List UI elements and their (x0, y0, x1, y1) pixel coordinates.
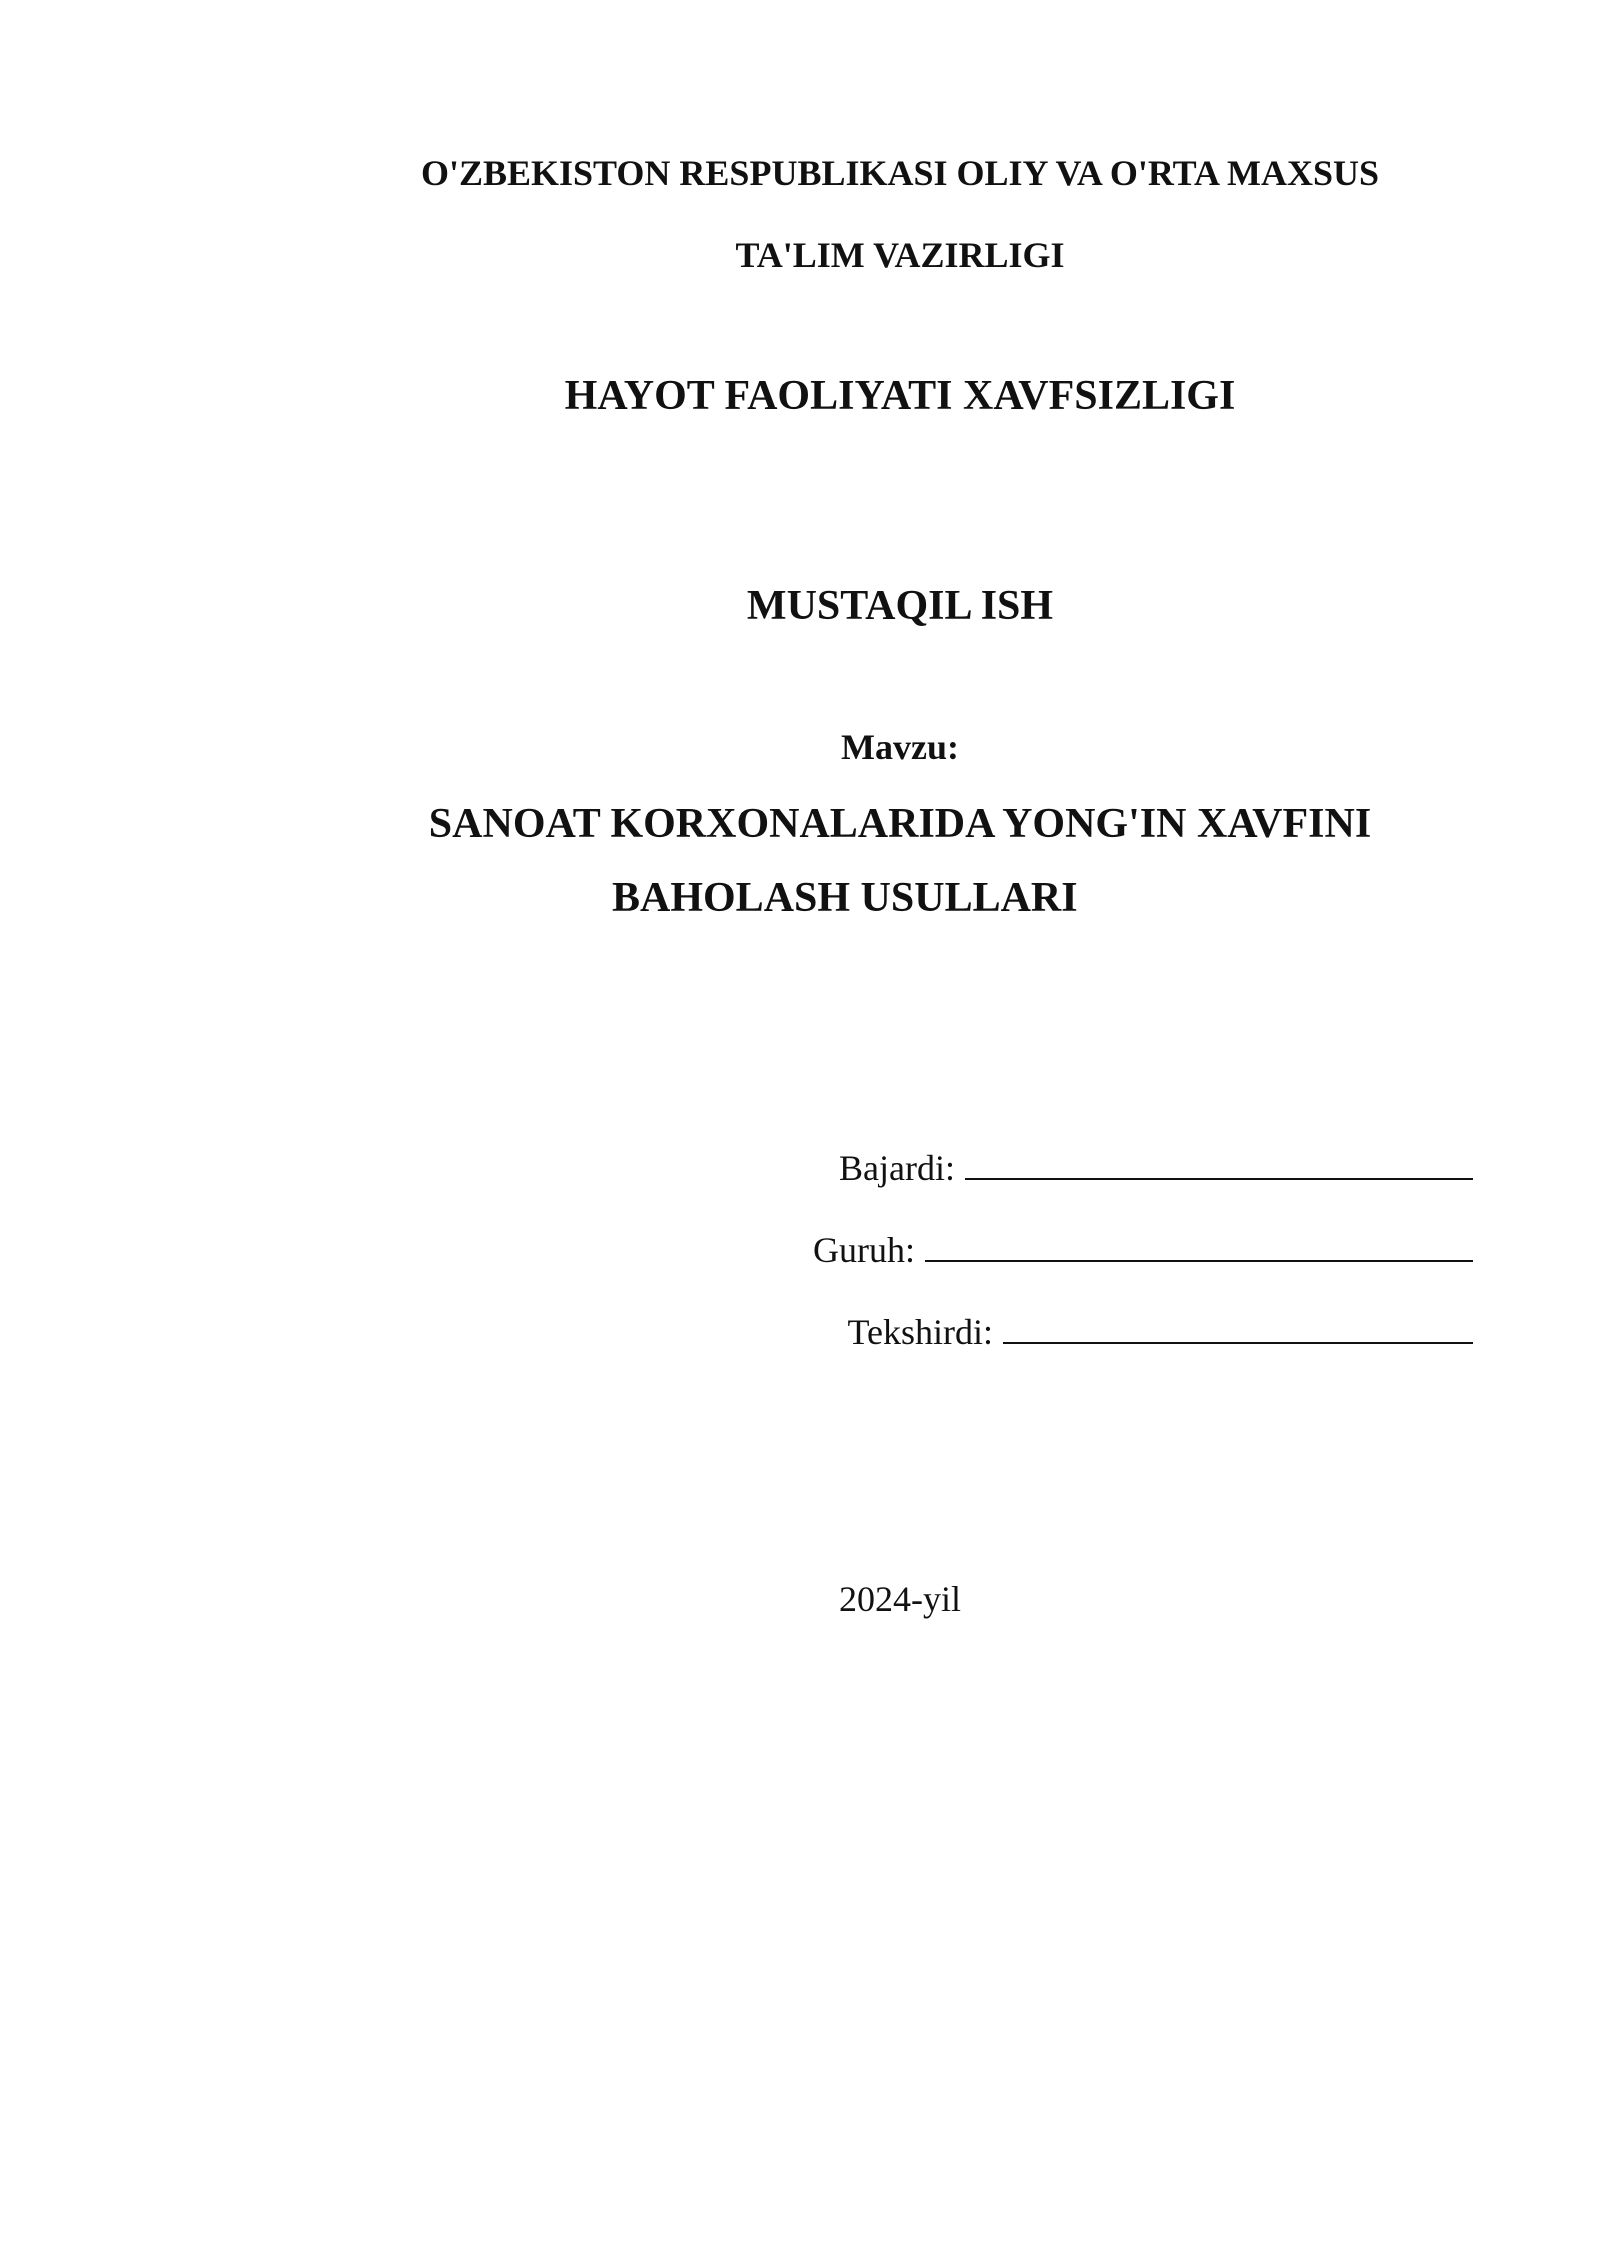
bajardi-blank-line (965, 1146, 1473, 1180)
ministry-line-2: TA'LIM VAZIRLIGI (735, 235, 1065, 275)
topic-line-1: SANOAT KORXONALARIDA YONG'IN XAVFINI (428, 801, 1372, 847)
tekshirdi-blank-line (1003, 1310, 1473, 1344)
ministry-line-1: O'ZBEKISTON RESPUBLIKASI OLIY VA O'RTA MAXSUS (420, 153, 1380, 193)
tekshirdi-field (848, 1310, 1473, 1353)
topic-line-2: BAHOLASH USULLARI (612, 875, 1078, 921)
year-text: 2024-yil (839, 1579, 961, 1619)
subject-title: HAYOT FAOLIYATI XAVFSIZLIGI (564, 373, 1236, 419)
tekshirdi-label: Tekshirdi: (847, 1312, 993, 1352)
guruh-blank-line (925, 1228, 1473, 1262)
bajardi-field (839, 1146, 1473, 1189)
guruh-field (813, 1228, 1473, 1271)
guruh-label: Guruh: (813, 1230, 915, 1270)
work-type-title: MUSTAQIL ISH (746, 583, 1054, 629)
topic-label: Mavzu: (841, 727, 959, 767)
bajardi-label: Bajardi: (839, 1148, 955, 1188)
